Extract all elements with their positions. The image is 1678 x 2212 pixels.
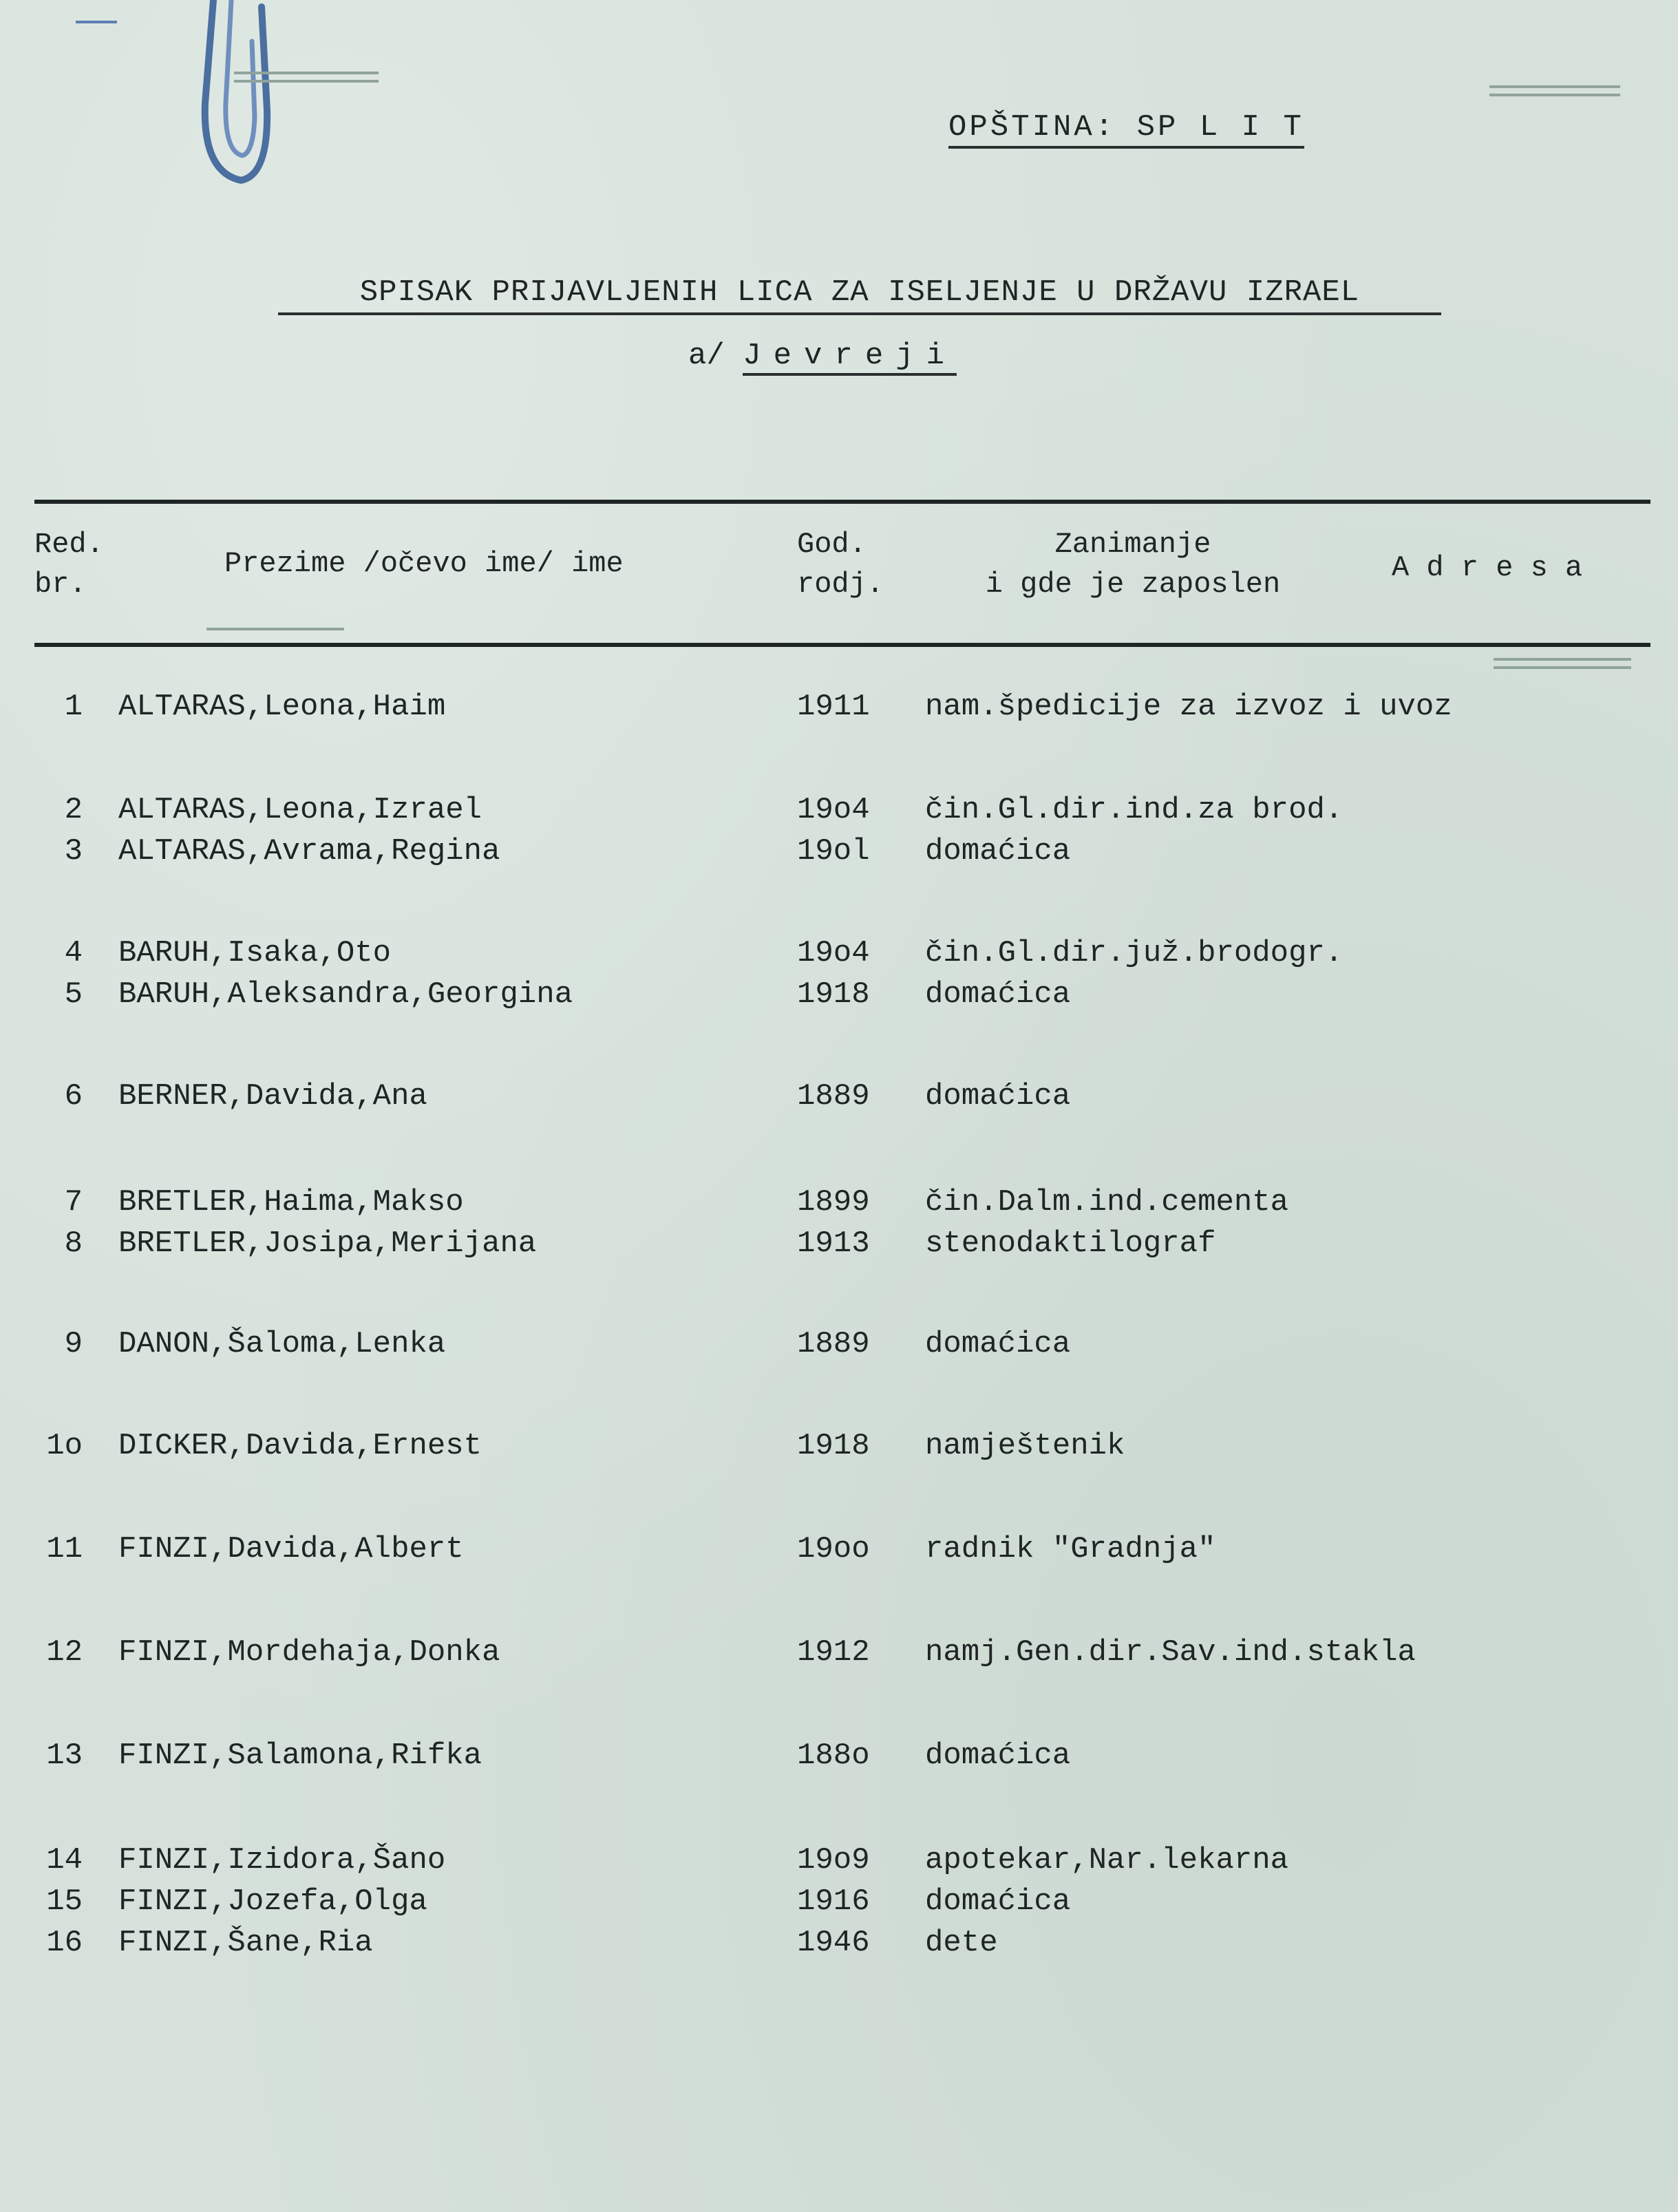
document-title: SPISAK PRIJAVLJENIH LICA ZA ISELJENJE U DRŽAVU IZRAEL [278,275,1441,315]
column-header-address: A d r e s a [1392,551,1583,584]
column-header-year-line2: rodj. [797,568,884,601]
birth-year: 1916 [797,1884,870,1919]
row-number: 1o [46,1429,83,1463]
birth-year: 1918 [797,1429,870,1463]
birth-year: 1918 [797,977,870,1012]
occupation: radnik "Gradnja" [925,1532,1216,1566]
birth-year: 1946 [797,1926,870,1960]
column-header-year-line1: God. [797,528,867,561]
row-number: 1 [64,690,83,724]
person-name: BRETLER,Josipa,Merijana [118,1226,537,1261]
row-number: 3 [64,834,83,869]
occupation: domaćica [925,1079,1071,1114]
row-number: 8 [64,1226,83,1261]
person-name: BERNER,Davida,Ana [118,1079,427,1114]
subtitle-prefix: a/ [688,339,725,373]
row-number: 5 [64,977,83,1012]
person-name: DANON,Šaloma,Lenka [118,1327,446,1361]
column-header-occupation-line2: i gde je zaposlen [985,568,1281,601]
occupation: namještenik [925,1429,1125,1463]
occupation: domaćica [925,1884,1071,1919]
row-number: 7 [64,1185,83,1220]
occupation: čin.Gl.dir.ind.za brod. [925,793,1344,827]
person-name: BRETLER,Haima,Makso [118,1185,464,1220]
row-number: 9 [64,1327,83,1361]
row-number: 15 [46,1884,83,1919]
row-number: 14 [46,1843,83,1878]
occupation: domaćica [925,1738,1071,1773]
birth-year: 188o [797,1738,870,1773]
subtitle-text: Jevreji [743,339,957,376]
occupation: domaćica [925,834,1071,869]
row-number: 11 [46,1532,83,1566]
person-name: DICKER,Davida,Ernest [118,1429,482,1463]
birth-year: 1913 [797,1226,870,1261]
person-name: ALTARAS,Leona,Izrael [118,793,482,827]
occupation: čin.Dalm.ind.cementa [925,1185,1289,1220]
row-number: 4 [64,936,83,970]
occupation: apotekar,Nar.lekarna [925,1843,1289,1878]
person-name: BARUH,Aleksandra,Georgina [118,977,573,1012]
person-name: FINZI,Davida,Albert [118,1532,464,1566]
birth-year: 1912 [797,1635,870,1670]
occupation: domaćica [925,977,1071,1012]
birth-year: 1889 [797,1327,870,1361]
person-name: FINZI,Šane,Ria [118,1926,373,1960]
column-header-number-line2: br. [34,568,87,601]
occupation: nam.špedicije za izvoz i uvoz [925,690,1452,724]
occupation: dete [925,1926,998,1960]
municipality-label: OPŠTINA: SP L I T [948,110,1304,149]
row-number: 2 [64,793,83,827]
row-number: 16 [46,1926,83,1960]
column-header-name: Prezime /očevo ime/ ime [224,547,624,580]
person-name: FINZI,Mordehaja,Donka [118,1635,500,1670]
person-name: FINZI,Salamona,Rifka [118,1738,482,1773]
person-name: FINZI,Jozefa,Olga [118,1884,427,1919]
birth-year: 19ol [797,834,870,869]
row-number: 13 [46,1738,83,1773]
birth-year: 19oo [797,1532,870,1566]
birth-year: 19o4 [797,793,870,827]
occupation: domaćica [925,1327,1071,1361]
birth-year: 1889 [797,1079,870,1114]
column-header-number-line1: Red. [34,528,104,561]
person-name: ALTARAS,Avrama,Regina [118,834,500,869]
row-number: 6 [64,1079,83,1114]
person-name: FINZI,Izidora,Šano [118,1843,446,1878]
person-name: BARUH,Isaka,Oto [118,936,392,970]
birth-year: 19o9 [797,1843,870,1878]
birth-year: 19o4 [797,936,870,970]
row-number: 12 [46,1635,83,1670]
occupation: čin.Gl.dir.juž.brodogr. [925,936,1344,970]
person-name: ALTARAS,Leona,Haim [118,690,446,724]
column-header-occupation-line1: Zanimanje [1054,528,1211,561]
occupation: namj.Gen.dir.Sav.ind.stakla [925,1635,1416,1670]
birth-year: 1899 [797,1185,870,1220]
occupation: stenodaktilograf [925,1226,1216,1261]
birth-year: 1911 [797,690,870,724]
